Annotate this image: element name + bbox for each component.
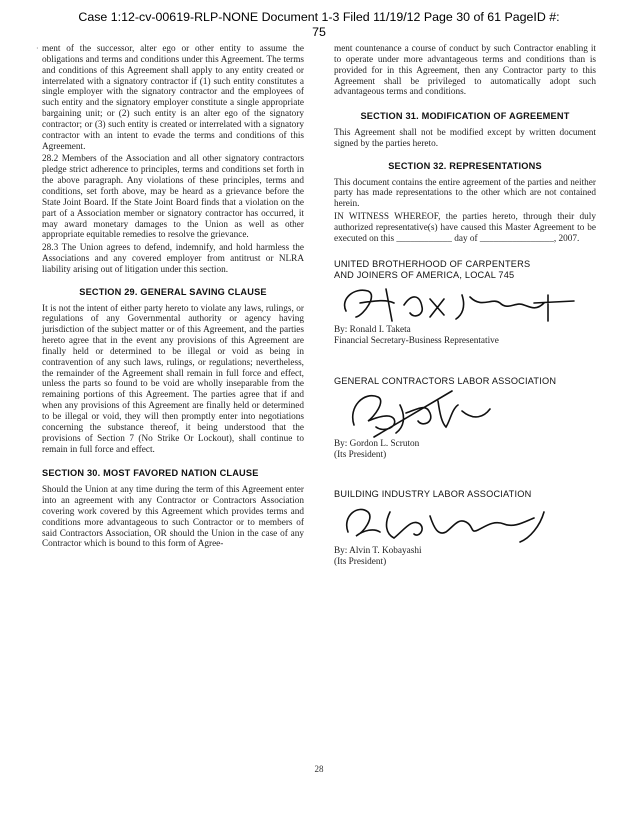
section-31-title: SECTION 31. MODIFICATION OF AGREEMENT bbox=[360, 111, 570, 122]
paragraph-28-3: 28.3 The Union agrees to defend, indemnify, and hold harmless the Associations and any covered employer from antitrust or NLRA liability arising out of litigation under this section. bbox=[42, 243, 304, 275]
signer-kobayashi-title: (Its President) bbox=[334, 556, 387, 567]
signature-kobayashi bbox=[334, 500, 596, 546]
section-30-title: SECTION 30. MOST FAVORED NATION CLAUSE bbox=[42, 468, 259, 479]
case-header-line1: Case 1:12-cv-00619-RLP-NONE Document 1-3 Filed 11/19/12 Page 30 of 61 PageID #: bbox=[78, 10, 560, 24]
section-29-title: SECTION 29. GENERAL SAVING CLAUSE bbox=[79, 286, 267, 297]
witness-clause: IN WITNESS WHEREOF, the parties hereto, through their duly authorized representative(s) have caused this Master Agreement to be executed on this ____________ day of ________________, 2007. bbox=[334, 212, 596, 244]
left-column bbox=[42, 44, 304, 550]
section-30-continued: ment countenance a course of conduct by such Contractor enabling it to operate under more advantageous terms and conditions than is provided for in this Agreement, then any Contractor party to this Agreement shall be privileged to automatically adopt such advantageous terms and conditions. bbox=[334, 44, 596, 98]
signer-scruton: By: Gordon L. Scruton bbox=[334, 439, 420, 450]
signature-block-taketa bbox=[334, 281, 596, 347]
building-industry-name: BUILDING INDUSTRY LABOR ASSOCIATION bbox=[334, 489, 532, 500]
signature-block-scruton bbox=[334, 387, 596, 461]
org1-line1: UNITED BROTHERHOOD OF CARPENTERS bbox=[334, 258, 531, 269]
right-column bbox=[334, 44, 596, 568]
section-32-text: This document contains the entire agreement of the parties and neither party has made representations to the other which are not contained herein. bbox=[334, 177, 596, 210]
general-contractors-name: GENERAL CONTRACTORS LABOR ASSOCIATION bbox=[334, 376, 557, 387]
section-30-text: Should the Union at any time during the term of this Agreement enter into an agreement with any Contractor or Contractors Association covering work covered by this Agreement which provides terms and conditions more advantageous to such Contractor or to members of said Contractors Association, OR should the Union in the case of any Contractor which is bound to this form of Agree- bbox=[42, 485, 304, 550]
org1-line2: AND JOINERS OF AMERICA, LOCAL 745 bbox=[334, 269, 515, 280]
signer-kobayashi: By: Alvin T. Kobayashi bbox=[334, 546, 422, 557]
paragraph-28-1-continued: ment of the successor, alter ego or other entity to assume the obligations and terms and conditions under this Agreement. The terms and conditions of this Agreement shall apply to any entity created or interrelated with a signatory contractor if (1) such entity constitutes a single employer with the signatory contractor and the employees of such entity and the signatory employer constitute a single appropriate bargaining unit; or (2) such entity is an alter ego of the signatory contractor; or (3) such entity is created or interrelated with a signatory contractor with an intent to evade the terms and conditions of this Agreement. bbox=[42, 44, 304, 152]
signature-taketa bbox=[334, 281, 596, 325]
section-32-title: SECTION 32. REPRESENTATIONS bbox=[388, 160, 542, 171]
case-header bbox=[0, 10, 638, 40]
case-header-line2: 75 bbox=[312, 25, 326, 39]
signature-scruton bbox=[334, 387, 596, 439]
section-29-text: It is not the intent of either party hereto to violate any laws, rulings, or regulations of any Governmental authority or agency having jurisdiction of the subject matter or of this Agreement, and the parties hereto agree that in the event any provisions of this Agreement are finally held or determined to be illegal or void as being in contravention of any such laws, rulings, or regulations; nevertheless, the remainder of the Agreement shall remain in full force and effect, unless the parts so found to be void are wholly inseparable from the remaining portions of this Agreement. The parties agree that if and when any provisions of this Agreement are finally held or determined to be illegal or void, they will then promptly enter into negotiations concerning the substance thereof, it being understood that the provisions of Section 7 (No Strike Or Lockout), shall continue to remain in full force and effect. bbox=[42, 303, 304, 455]
margin-mark: · bbox=[36, 44, 39, 53]
signature-block-kobayashi bbox=[334, 500, 596, 568]
signer-taketa-title: Financial Secretary-Business Representative bbox=[334, 335, 499, 346]
signer-scruton-title: (Its President) bbox=[334, 450, 387, 461]
section-31-text: This Agreement shall not be modified except by written document signed by the parties hereto. bbox=[334, 128, 596, 149]
carpenters-union-name bbox=[334, 259, 596, 281]
signer-taketa: By: Ronald I. Taketa bbox=[334, 324, 411, 335]
paragraph-28-2: 28.2 Members of the Association and all other signatory contractors pledge strict adherence to principles, terms and conditions set forth in the above paragraph. Any violations of these principles, terms and conditions, set forth above, may be heard as a grievance before the State Joint Board. If the State Joint Board finds that a violation on the part of a Association member or signatory contractor has occurred, it may award monetary damages to the Union as well as other appropriate equitable remedies to resolve the grievance. bbox=[42, 154, 304, 241]
page-number: 28 bbox=[314, 764, 324, 774]
